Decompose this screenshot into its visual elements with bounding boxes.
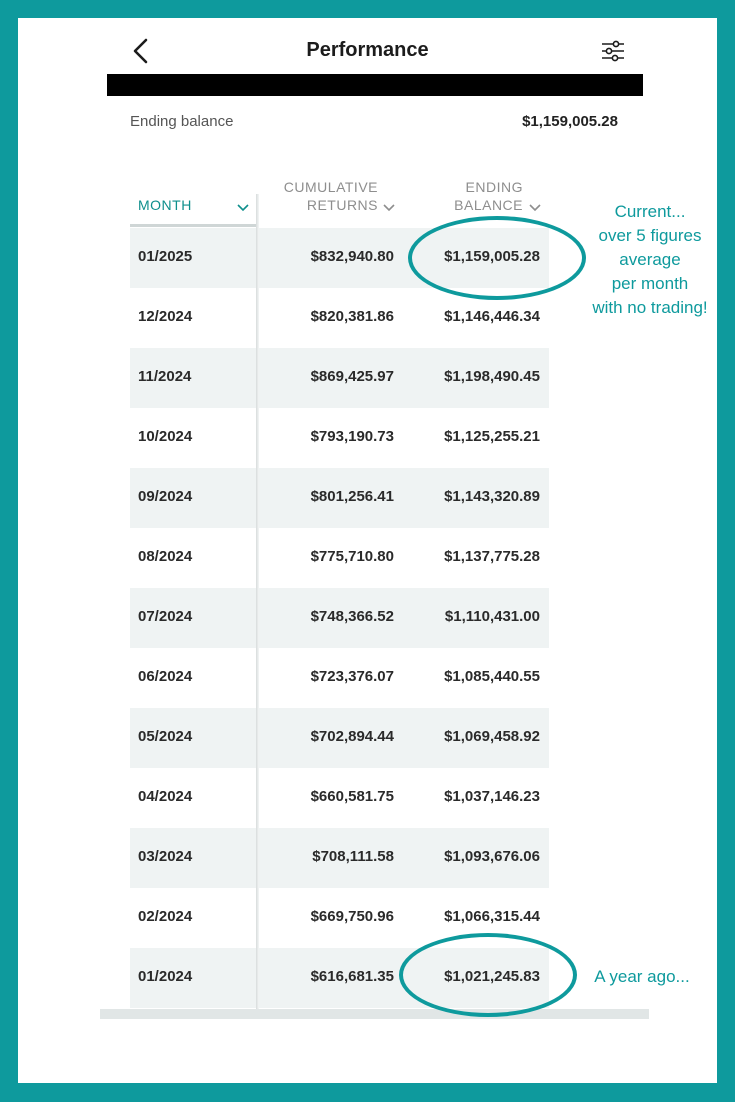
month-cell: 07/2024 xyxy=(138,608,193,625)
cumulative-returns-cell: $702,894.44 xyxy=(310,728,394,745)
chevron-down-icon[interactable] xyxy=(236,203,250,213)
ending-balance-cell: $1,159,005.28 xyxy=(444,248,540,265)
column-header-ending-line1: ENDING xyxy=(465,179,523,195)
ending-balance-cell: $1,066,315.44 xyxy=(444,908,540,925)
ending-balance-cell: $1,125,255.21 xyxy=(444,428,540,445)
column-header-month[interactable]: MONTH xyxy=(138,197,192,213)
horizontal-scrollbar[interactable] xyxy=(100,1009,649,1019)
table-row[interactable] xyxy=(130,528,549,588)
cumulative-returns-cell: $616,681.35 xyxy=(310,968,394,985)
month-cell: 02/2024 xyxy=(138,908,193,925)
table-row[interactable] xyxy=(130,588,549,648)
ending-balance-cell: $1,021,245.83 xyxy=(444,968,540,985)
ending-balance-cell: $1,069,458.92 xyxy=(444,728,540,745)
ending-balance-cell: $1,198,490.45 xyxy=(444,368,540,385)
month-cell: 09/2024 xyxy=(138,488,193,505)
cumulative-returns-cell: $820,381.86 xyxy=(310,308,394,325)
table-row[interactable] xyxy=(130,648,549,708)
sorted-column-indicator xyxy=(130,224,258,227)
table-row[interactable] xyxy=(130,768,549,828)
cumulative-returns-cell: $669,750.96 xyxy=(310,908,394,925)
cumulative-returns-cell: $801,256.41 xyxy=(310,488,394,505)
month-cell: 12/2024 xyxy=(138,308,193,325)
ending-balance-cell: $1,037,146.23 xyxy=(444,788,540,805)
highlight-circle-year-ago xyxy=(399,933,577,1017)
column-header-cumulative-line1: CUMULATIVE xyxy=(283,179,378,195)
month-cell: 01/2024 xyxy=(138,968,193,985)
annotation-line: Current... xyxy=(614,202,686,221)
page-title: Performance xyxy=(306,39,429,61)
ending-balance-cell: $1,093,676.06 xyxy=(444,848,540,865)
column-header-ending-line2: BALANCE xyxy=(454,197,523,213)
table-row[interactable] xyxy=(130,708,549,768)
table-row[interactable] xyxy=(130,828,549,888)
annotation-line: over 5 figures xyxy=(598,226,702,245)
cumulative-returns-cell: $832,940.80 xyxy=(310,248,394,265)
ending-balance-cell: $1,137,775.28 xyxy=(444,548,540,565)
column-header-ending-balance[interactable] xyxy=(420,178,523,214)
table-row[interactable] xyxy=(130,408,549,468)
annotation-year-ago: A year ago... xyxy=(594,967,690,986)
month-cell: 05/2024 xyxy=(138,728,193,745)
performance-table xyxy=(130,228,549,1008)
month-cell: 04/2024 xyxy=(138,788,193,805)
highlight-circle-current xyxy=(408,216,586,300)
frozen-column-divider xyxy=(256,194,259,1009)
cumulative-returns-cell: $793,190.73 xyxy=(310,428,394,445)
annotation-line: per month xyxy=(611,274,689,293)
month-cell: 11/2024 xyxy=(138,368,192,385)
cumulative-returns-cell: $775,710.80 xyxy=(310,548,394,565)
ending-balance-cell: $1,143,320.89 xyxy=(444,488,540,505)
sliders-icon[interactable] xyxy=(600,38,626,64)
month-cell: 10/2024 xyxy=(138,428,193,445)
annotation-line: with no trading! xyxy=(592,298,708,317)
cumulative-returns-cell: $723,376.07 xyxy=(310,668,394,685)
cumulative-returns-cell: $748,366.52 xyxy=(310,608,394,625)
ending-balance-cell: $1,085,440.55 xyxy=(444,668,540,685)
cumulative-returns-cell: $869,425.97 xyxy=(310,368,394,385)
chevron-down-icon[interactable] xyxy=(528,203,542,213)
chevron-down-icon[interactable] xyxy=(382,203,396,213)
annotation-current xyxy=(588,200,712,320)
month-cell: 03/2024 xyxy=(138,848,193,865)
annotation-line: average xyxy=(619,250,681,269)
column-header-cumulative-returns[interactable] xyxy=(258,178,378,214)
ending-balance-cell: $1,110,431.00 xyxy=(444,608,540,625)
table-row[interactable] xyxy=(130,348,549,408)
column-header-cumulative-line2: RETURNS xyxy=(306,197,378,213)
ending-balance-cell: $1,146,446.34 xyxy=(444,308,540,325)
month-cell: 08/2024 xyxy=(138,548,193,565)
month-cell: 01/2025 xyxy=(138,248,193,265)
table-row[interactable] xyxy=(130,468,549,528)
ending-balance-value: $1,159,005.28 xyxy=(522,113,618,130)
cumulative-returns-cell: $660,581.75 xyxy=(310,788,394,805)
ending-balance-label: Ending balance xyxy=(130,113,234,130)
cumulative-returns-cell: $708,111.58 xyxy=(312,848,394,865)
redaction-bar xyxy=(107,74,643,96)
month-cell: 06/2024 xyxy=(138,668,193,685)
